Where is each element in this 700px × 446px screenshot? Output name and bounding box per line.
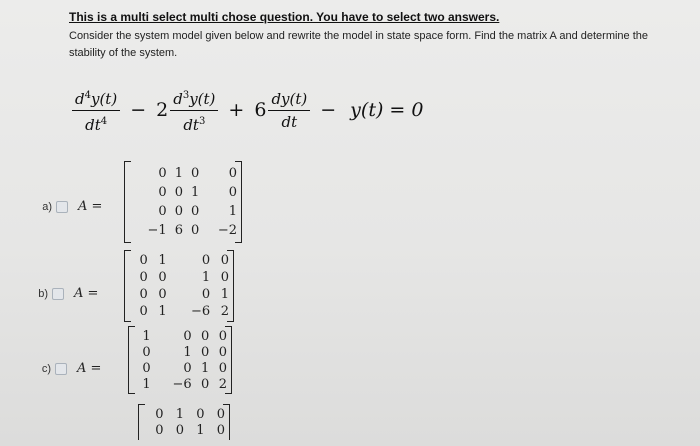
t2-num-rest: y(t) xyxy=(189,90,216,108)
matrix-cell: 0 xyxy=(218,344,227,360)
option-b[interactable] xyxy=(30,286,98,301)
matrix-cell: 0 xyxy=(228,185,237,200)
matrix-cell: 0 xyxy=(218,328,227,344)
matrix-cell: 1 xyxy=(220,287,229,302)
option-a-checkbox[interactable] xyxy=(56,201,68,213)
option-b-checkbox[interactable] xyxy=(52,288,64,300)
matrix-cell: 0 xyxy=(175,422,184,438)
matrix-cell: 0 xyxy=(158,287,167,302)
t1-den-sup: 4 xyxy=(100,116,108,127)
option-c-checkbox[interactable] xyxy=(55,363,67,375)
matrix-cell: 1 xyxy=(158,253,167,268)
matrix-cell: 0 xyxy=(196,406,205,422)
matrix-cell: 0 xyxy=(139,287,148,302)
option-d-matrix xyxy=(138,404,230,440)
matrix-cell: 1 xyxy=(183,344,192,360)
equation-tail: y(t) = 0 xyxy=(350,99,424,121)
matrix-cell: 6 xyxy=(174,223,183,238)
matrix-cell: 0 xyxy=(220,270,229,285)
t1-num-sup: 4 xyxy=(84,90,91,101)
t2-num-sup: 3 xyxy=(182,90,190,101)
option-b-letter: b) xyxy=(38,287,48,300)
matrix-cell: 0 xyxy=(155,406,164,422)
matrix-cell: 1 xyxy=(201,270,211,285)
option-a-matrix-label: A = xyxy=(78,199,103,214)
t3-num: dy(t) xyxy=(268,90,310,111)
question-title: This is a multi select multi chose question. You have to select two answers. xyxy=(69,10,500,24)
matrix-cell: 0 xyxy=(183,328,192,344)
matrix-cell: 1 xyxy=(158,304,167,319)
matrix-cell: 0 xyxy=(155,422,164,438)
minus-operator-2: − xyxy=(320,99,337,121)
matrix-cell: 0 xyxy=(201,328,210,344)
option-c[interactable] xyxy=(33,361,101,376)
option-b-matrix-label: A = xyxy=(74,286,99,301)
matrix-cell: 0 xyxy=(158,185,167,200)
matrix-cell: 0 xyxy=(216,422,225,438)
matrix-cell: 0 xyxy=(139,253,148,268)
minus-operator: − xyxy=(130,99,147,121)
matrix-cell: 1 xyxy=(201,360,210,376)
plus-operator: + xyxy=(228,99,245,121)
option-a-matrix-table xyxy=(129,164,237,240)
matrix-cell: 0 xyxy=(216,406,225,422)
matrix-cell: 0 xyxy=(158,204,167,219)
t2-num-d: d xyxy=(173,90,183,108)
question-text: Consider the system model given below and rewrite the model in state space form. Find the matrix A and determine the stability of the system. xyxy=(69,30,649,59)
matrix-cell: 0 xyxy=(142,344,151,360)
matrix-cell: 0 xyxy=(201,253,211,268)
matrix-cell: 0 xyxy=(183,360,192,376)
matrix-cell: 0 xyxy=(174,185,183,200)
matrix-cell: 0 xyxy=(142,360,151,376)
coefficient-two: 2 xyxy=(156,99,169,121)
matrix-cell: 1 xyxy=(190,185,200,200)
t1-den: dt xyxy=(85,116,101,134)
matrix-cell: −2 xyxy=(217,223,237,238)
matrix-cell: 1 xyxy=(175,406,184,422)
term-first-derivative xyxy=(268,90,310,130)
matrix-cell: 0 xyxy=(190,166,200,181)
matrix-cell: 2 xyxy=(220,304,229,319)
matrix-cell: −1 xyxy=(147,223,167,238)
t2-den: dt xyxy=(183,116,199,134)
option-c-matrix xyxy=(128,326,232,394)
option-a[interactable] xyxy=(34,199,102,214)
matrix-cell: 0 xyxy=(201,287,211,302)
t3-den: dt xyxy=(281,113,298,131)
matrix-cell: 0 xyxy=(139,304,148,319)
matrix-cell: 1 xyxy=(142,328,151,344)
matrix-cell: 0 xyxy=(190,223,200,238)
option-c-letter: c) xyxy=(41,362,51,375)
matrix-cell: 0 xyxy=(158,270,167,285)
matrix-cell: 0 xyxy=(218,360,227,376)
option-c-matrix-label: A = xyxy=(77,361,102,376)
option-a-letter: a) xyxy=(42,200,52,213)
matrix-cell: 1 xyxy=(196,422,205,438)
option-b-matrix-table xyxy=(129,252,229,320)
term-third-derivative xyxy=(170,87,218,133)
matrix-cell: 0 xyxy=(174,204,183,219)
term-fourth-derivative xyxy=(72,87,120,133)
matrix-cell: 1 xyxy=(228,204,237,219)
matrix-cell: 0 xyxy=(190,204,200,219)
differential-equation xyxy=(72,86,423,134)
matrix-cell: 0 xyxy=(201,376,210,392)
option-c-matrix-table xyxy=(133,328,227,392)
t1-num-d: d xyxy=(75,90,85,108)
matrix-cell: 1 xyxy=(142,376,151,392)
matrix-cell: 1 xyxy=(174,166,183,181)
t2-den-sup: 3 xyxy=(198,116,206,127)
matrix-cell: 0 xyxy=(158,166,167,181)
matrix-cell: −6 xyxy=(191,304,211,319)
matrix-cell: −6 xyxy=(172,376,192,392)
t1-num-rest: y(t) xyxy=(90,90,118,108)
matrix-cell: 0 xyxy=(220,253,229,268)
matrix-cell: 0 xyxy=(201,344,210,360)
matrix-cell: 2 xyxy=(218,376,227,392)
option-a-matrix xyxy=(124,161,242,243)
matrix-cell: 0 xyxy=(228,166,237,181)
coefficient-six: 6 xyxy=(254,99,267,121)
option-b-matrix xyxy=(124,250,234,322)
option-d-matrix-table xyxy=(143,406,225,438)
matrix-cell: 0 xyxy=(139,270,148,285)
